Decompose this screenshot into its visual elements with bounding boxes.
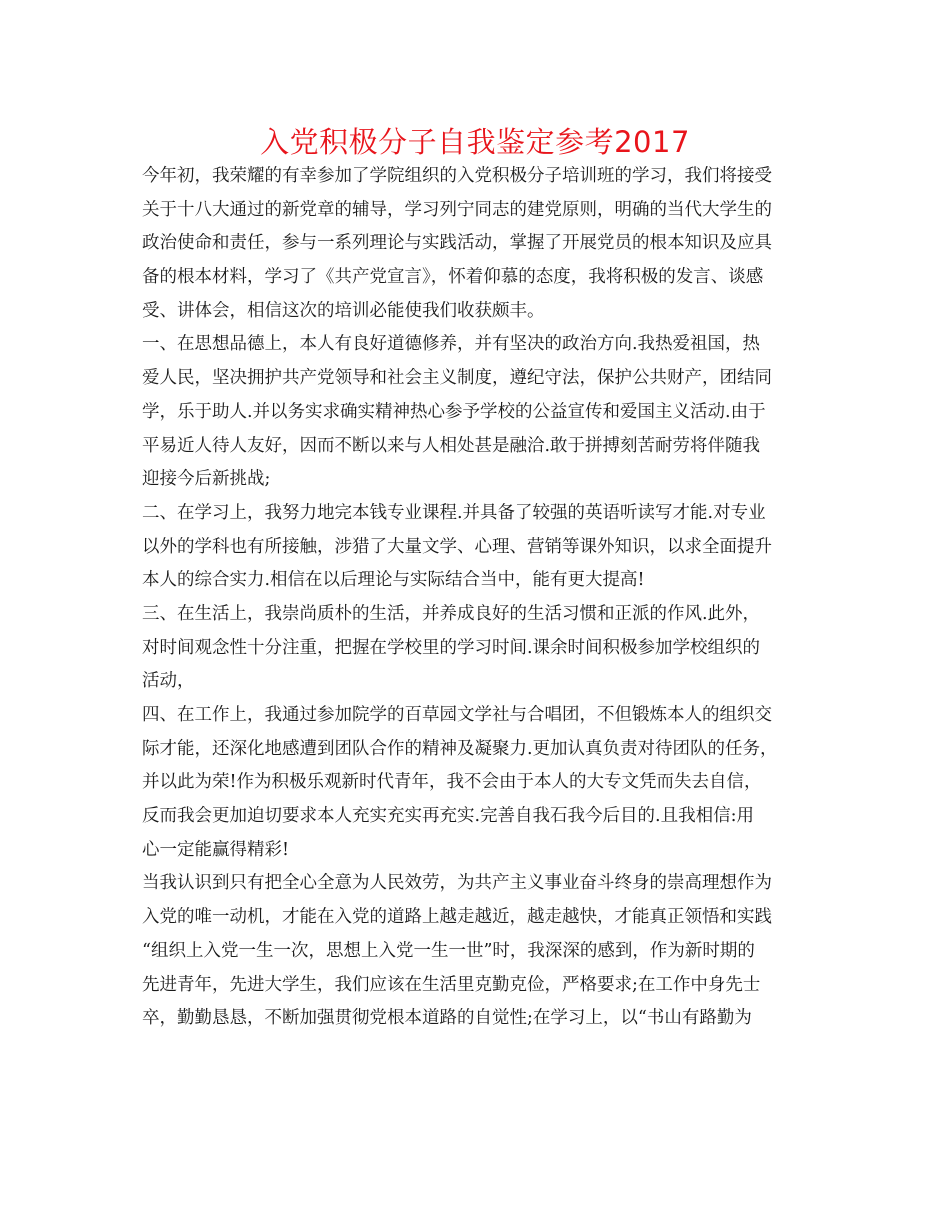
body-line: 二、在学习上，我努力地完本钱专业课程.并具备了较强的英语听读写才能.对专业: [142, 502, 766, 523]
document-title: 入党积极分子自我鉴定参考2017: [260, 125, 690, 159]
body-line: 入党的唯一动机，才能在入党的道路上越走越近，越走越快，才能真正领悟和实践: [142, 907, 772, 928]
body-line: 受、讲体会，相信这次的培训必能使我们收获颇丰。: [142, 300, 545, 321]
body-line: 心一定能赢得精彩!: [142, 839, 290, 860]
body-line: 学，乐于助人.并以务实求确实精神热心参予学校的公益宣传和爱国主义活动.由于: [142, 401, 766, 422]
body-line: 卒，勤勤恳恳，不断加强贯彻党根本道路的自觉性;在学习上，以“书山有路勤为: [142, 1008, 752, 1029]
body-line: 三、在生活上，我崇尚质朴的生活，并养成良好的生活习惯和正派的作风.此外，: [142, 603, 761, 624]
body-line: 今年初，我荣耀的有幸参加了学院组织的入党积极分子培训班的学习，我们将接受: [142, 166, 772, 186]
body-line: 并以此为荣!作为积极乐观新时代青年，我不会由于本人的大专文凭而失去自信，: [142, 772, 762, 793]
body-line: 以外的学科也有所接触，涉猎了大量文学、心理、营销等课外知识，以求全面提升: [142, 536, 772, 557]
body-line: 关于十八大通过的新党章的辅导，学习列宁同志的建党原则，明确的当代大学生的: [142, 199, 772, 220]
body-line: 平易近人待人友好，因而不断以来与人相处甚是融洽.敢于拼搏刻苦耐劳将伴随我: [142, 435, 761, 456]
body-line: 备的根本材料，学习了《共产党宣言》，怀着仰慕的态度，我将积极的发言、谈感: [142, 267, 764, 288]
body-line: 一、在思想品德上，本人有良好道德修养，并有坚决的政治方向.我热爱祖国，热: [142, 334, 761, 355]
body-line: 际才能，还深化地感遭到团队合作的精神及凝聚力.更加认真负责对待团队的任务，: [142, 738, 778, 759]
body-line: 当我认识到只有把全心全意为人民效劳，为共产主义事业奋斗终身的崇高理想作为: [142, 873, 772, 894]
body-line: 政治使命和责任，参与一系列理论与实践活动，掌握了开展党员的根本知识及应具: [142, 233, 772, 254]
body-line: 对时间观念性十分注重，把握在学校里的学习时间.课余时间积极参加学校组织的: [142, 637, 761, 658]
body-line: 先进青年，先进大学生，我们应该在生活里克勤克俭，严格要求;在工作中身先士: [142, 974, 761, 995]
body-line: 本人的综合实力.相信在以后理论与实际结合当中，能有更大提高!: [142, 570, 645, 591]
body-line: 迎接今后新挑战;: [142, 469, 271, 490]
body-line: 活动，: [142, 671, 195, 692]
body-line: 爱人民，坚决拥护共产党领导和社会主义制度，遵纪守法，保护公共财产，团结同: [142, 368, 772, 389]
document-body: [142, 160, 814, 1036]
body-line: 反而我会更加迫切要求本人充实充实再充实.完善自我石我今后目的.且我相信:用: [142, 806, 755, 827]
body-line: 四、在工作上，我通过参加院学的百草园文学社与合唱团，不但锻炼本人的组织交: [142, 705, 772, 725]
body-line: “组织上入党一生一次，思想上入党一生一世”时，我深深的感到，作为新时期的: [142, 940, 755, 961]
